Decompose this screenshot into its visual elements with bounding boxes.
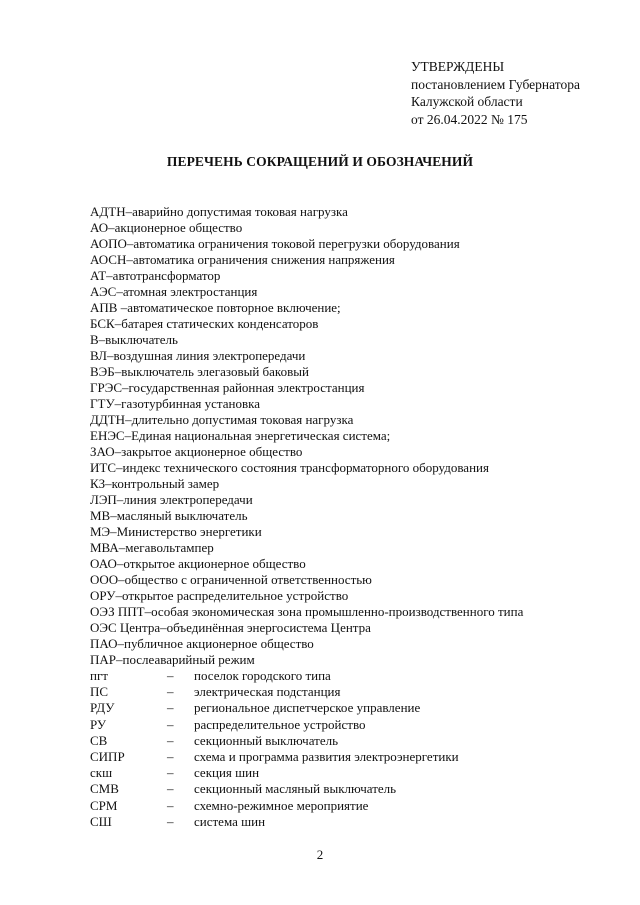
abbreviation-term: СМВ <box>90 781 119 797</box>
abbreviation-term: скш <box>90 765 113 781</box>
abbreviation-row <box>90 765 510 781</box>
abbreviation-term: СШ <box>90 813 112 829</box>
abbreviation-definition: секция шин <box>194 765 260 781</box>
abbreviation-item: ПАО–публичное акционерное общество <box>90 636 314 651</box>
approval-line: Калужской области <box>411 94 523 109</box>
page-number: 2 <box>316 847 324 862</box>
abbreviation-term: СИПР <box>90 748 125 764</box>
abbreviation-definition: схемно-режимное мероприятие <box>194 797 369 813</box>
abbreviation-item: ПАР–послеаварийный режим <box>90 652 255 667</box>
abbreviation-item: ГТУ–газотурбинная установка <box>90 396 261 411</box>
approval-block <box>411 58 580 128</box>
abbreviation-row <box>90 798 510 814</box>
abbreviation-term: ПС <box>90 684 109 700</box>
abbreviation-dash: – <box>167 700 174 716</box>
abbreviation-definition: секционный выключатель <box>194 732 339 748</box>
abbreviation-definition: схема и программа развития электроэнергетики <box>194 748 459 764</box>
abbreviation-item: АДТН–аварийно допустимая токовая нагрузка <box>90 204 348 219</box>
abbreviation-item: ЛЭП–линия электропередачи <box>90 492 253 507</box>
abbreviation-item: ВЭБ–выключатель элегазовый баковый <box>90 364 309 379</box>
approval-line: постановлением Губернатора <box>411 76 580 92</box>
abbreviation-item: ОРУ–открытое распределительное устройство <box>90 588 349 603</box>
abbreviation-item: ВЛ–воздушная линия электропередачи <box>90 348 306 363</box>
abbreviation-dash: – <box>167 781 174 797</box>
abbreviation-item: АЭС–атомная электростанция <box>90 284 258 299</box>
abbreviation-item: АО–акционерное общество <box>90 220 243 235</box>
abbreviation-dash: – <box>167 716 174 732</box>
abbreviation-definition: секционный масляный выключатель <box>194 781 397 797</box>
abbreviation-term: РДУ <box>90 700 115 716</box>
abbreviation-item: В–выключатель <box>90 332 178 347</box>
approval-line: от 26.04.2022 № 175 <box>411 111 528 127</box>
abbreviation-row <box>90 717 510 733</box>
abbreviation-definition: поселок городского типа <box>194 668 331 683</box>
abbreviation-row <box>90 781 510 797</box>
abbreviation-definition: электрическая подстанция <box>194 684 341 700</box>
abbreviation-item: ОЭЗ ППТ–особая экономическая зона промышленно-производственного типа <box>90 604 524 619</box>
abbreviation-dash: – <box>167 684 174 700</box>
abbreviation-row <box>90 814 510 830</box>
abbreviation-item: ДДТН–длительно допустимая токовая нагрузка <box>90 412 354 427</box>
abbreviation-item: МЭ–Министерство энергетики <box>90 524 262 539</box>
abbreviation-item: АПВ –автоматическое повторное включение; <box>90 300 341 315</box>
abbreviation-item: ОАО–открытое акционерное общество <box>90 556 306 571</box>
abbreviation-list <box>90 204 523 668</box>
abbreviation-row <box>90 668 510 684</box>
abbreviation-item: ЗАО–закрытое акционерное общество <box>90 444 303 459</box>
abbreviation-item: АОПО–автоматика ограничения токовой перегрузки оборудования <box>90 236 460 251</box>
abbreviation-dash: – <box>167 668 174 683</box>
abbreviation-item: КЗ–контрольный замер <box>90 476 220 491</box>
abbreviation-dash: – <box>167 748 174 764</box>
abbreviation-item: ГРЭС–государственная районная электростанция <box>90 380 365 395</box>
abbreviation-row <box>90 700 510 716</box>
abbreviation-item: ООО–общество с ограниченной ответственностью <box>90 572 372 587</box>
abbreviation-dash: – <box>167 797 174 813</box>
abbreviation-row <box>90 684 510 700</box>
abbreviation-term: пгт <box>90 668 108 683</box>
abbreviation-item: МВА–мегавольтампер <box>90 540 214 555</box>
abbreviation-item: АТ–автотрансформатор <box>90 268 221 283</box>
abbreviation-item: ИТС–индекс технического состояния трансформаторного оборудования <box>90 460 489 475</box>
abbreviation-item: ЕНЭС–Единая национальная энергетическая система; <box>90 428 391 443</box>
abbreviation-term: СРМ <box>90 797 118 813</box>
abbreviation-item: ОЭС Центра–объединённая энергосистема Центра <box>90 620 371 635</box>
abbreviation-table <box>90 668 510 830</box>
abbreviation-term: СВ <box>90 732 108 748</box>
abbreviation-row <box>90 733 510 749</box>
abbreviation-dash: – <box>167 765 174 781</box>
abbreviation-row <box>90 749 510 765</box>
approval-line: УТВЕРЖДЕНЫ <box>411 59 505 74</box>
document-title: ПЕРЕЧЕНЬ СОКРАЩЕНИЙ И ОБОЗНАЧЕНИЙ <box>166 154 474 169</box>
abbreviation-definition: распределительное устройство <box>194 716 366 732</box>
abbreviation-definition: региональное диспетчерское управление <box>194 700 421 716</box>
abbreviation-term: РУ <box>90 716 107 732</box>
abbreviation-item: МВ–масляный выключатель <box>90 508 248 523</box>
abbreviation-definition: система шин <box>194 813 266 829</box>
abbreviation-dash: – <box>167 732 174 748</box>
abbreviation-dash: – <box>167 813 174 829</box>
abbreviation-item: БСК–батарея статических конденсаторов <box>90 316 319 331</box>
abbreviation-item: АОСН–автоматика ограничения снижения напряжения <box>90 252 395 267</box>
